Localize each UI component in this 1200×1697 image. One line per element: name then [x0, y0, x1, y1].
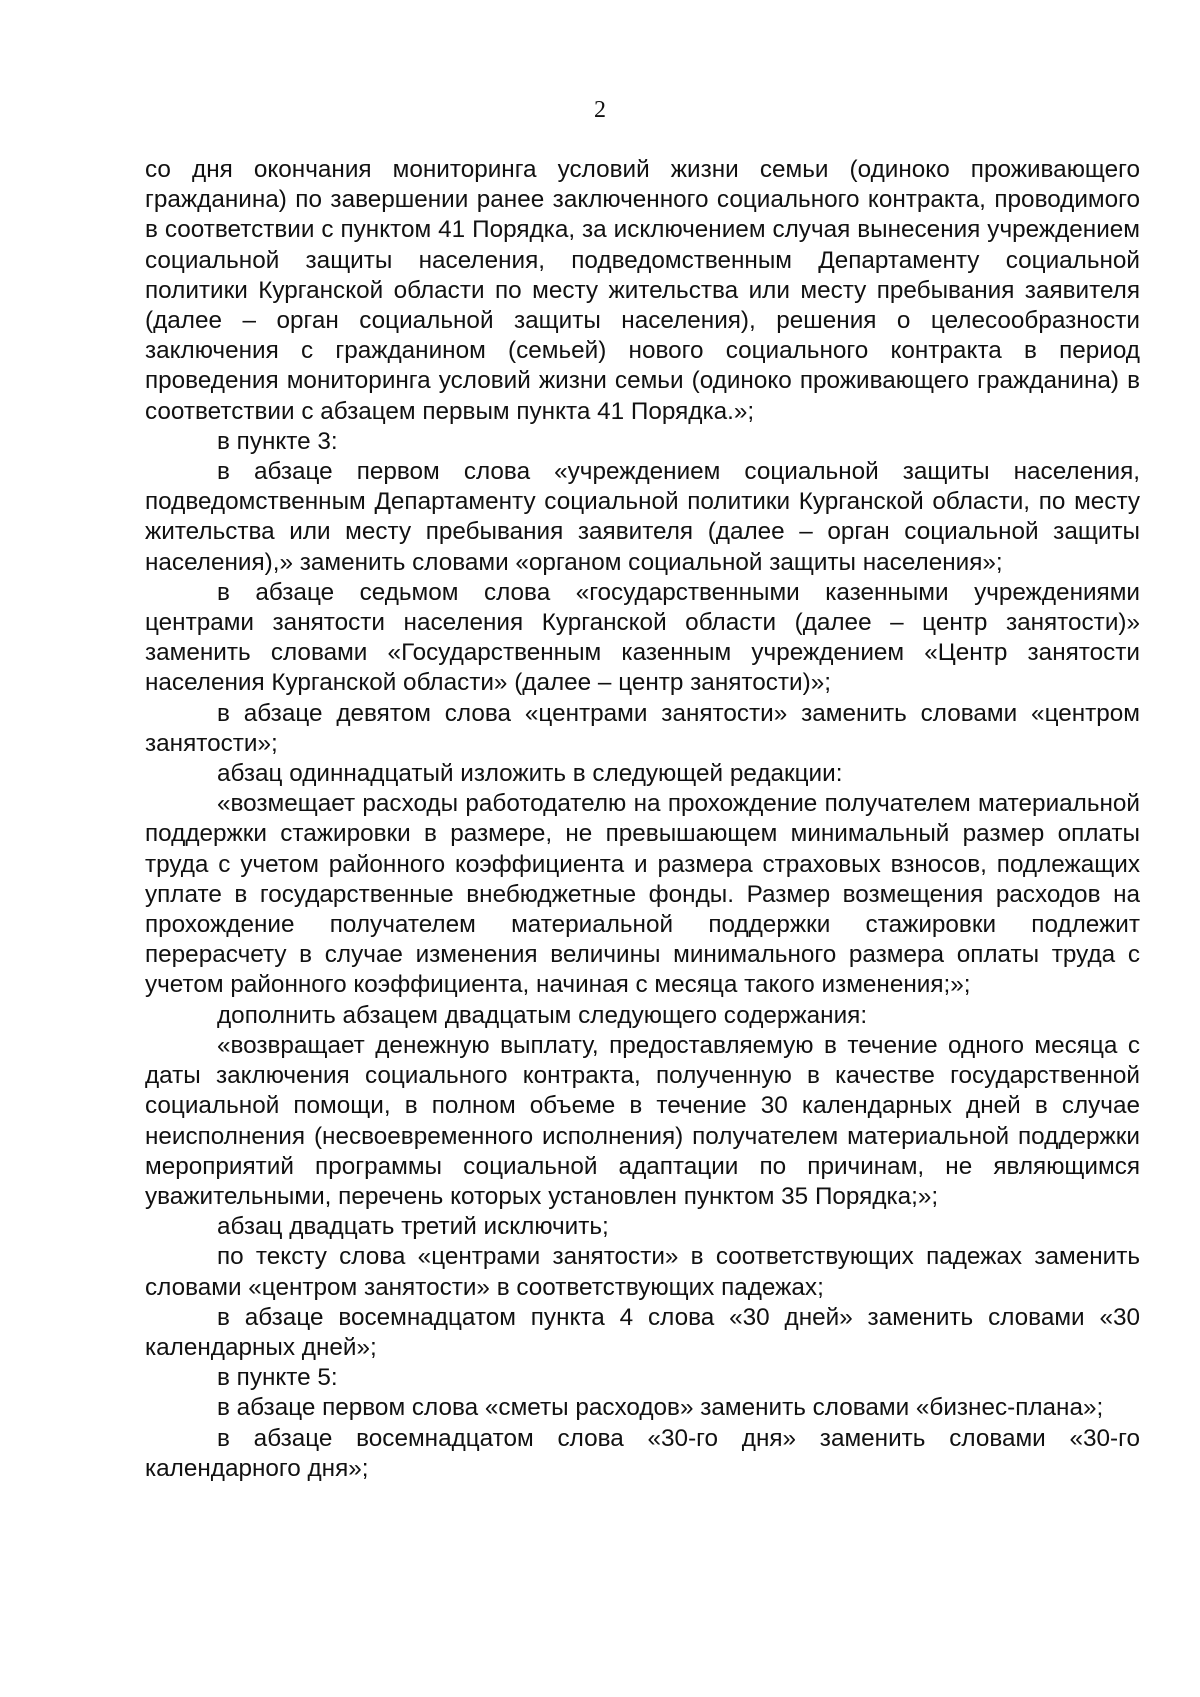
paragraph: «возмещает расходы работодателю на прохождение получателем материальной поддержки стажировки в размере, не превышающем минимальный размер оплаты труда с учетом районного коэффициента и размера страховых взносов, подлежащих уплате в государственные внебюджетные фонды. Размер возмещения расходов на прохождение получателем материальной поддержки стажировки подлежит перерасчету в случае изменения величины минимального размера оплаты труда с учетом районного коэффициента, начиная с месяца такого изменения;»; — [145, 790, 1140, 999]
paragraph: в абзаце девятом слова «центрами занятости» заменить словами «центром занятости»; — [145, 699, 1140, 757]
document-body — [145, 155, 1140, 1484]
paragraph: в абзаце седьмом слова «государственными казенными учреждениями центрами занятости населения Курганской области (далее – центр занятости)» заменить словами «Государственным казенным учреждением «Центр занятости населения Курганской области» (далее – центр занятости)»; — [145, 578, 1140, 697]
paragraph: дополнить абзацем двадцатым следующего содержания: — [217, 1001, 868, 1029]
paragraph: в пункте 3: — [217, 427, 338, 455]
paragraph: абзац двадцать третий исключить; — [217, 1213, 609, 1241]
paragraph-continuation: со дня окончания мониторинга условий жизни семьи (одиноко проживающего гражданина) по завершении ранее заключенного социального контракта, проводимого в соответствии с пунктом 41 Порядка, за исключением случая вынесения учреждением социальной защиты населения, подведомственным Департаменту социальной политики Курганской области по месту жительства или месту пребывания заявителя (далее – орган социальной защиты населения), решения о целесообразности заключения с гражданином (семьей) нового социального контракта в период проведения мониторинга условий жизни семьи (одиноко проживающего гражданина) в соответствии с абзацем первым пункта 41 Порядка.»; — [145, 156, 1140, 425]
paragraph: по тексту слова «центрами занятости» в соответствующих падежах заменить словами «центром занятости» в соответствующих падежах; — [145, 1243, 1140, 1301]
paragraph: в абзаце восемнадцатом пункта 4 слова «30 дней» заменить словами «30 календарных дней»; — [145, 1303, 1140, 1361]
paragraph: «возвращает денежную выплату, предоставляемую в течение одного месяца с даты заключения социального контракта, полученную в качестве государственной социальной помощи, в полном объеме в течение 30 календарных дней в случае неисполнения (несвоевременного исполнения) получателем материальной поддержки мероприятий программы социальной адаптации по причинам, не являющимся уважительными, перечень которых установлен пунктом 35 Порядка;»; — [145, 1031, 1140, 1210]
paragraph: в пункте 5: — [217, 1364, 338, 1392]
paragraph: в абзаце первом слова «учреждением социальной защиты населения, подведомственным Департаменту социальной политики Курганской области, по месту жительства или месту пребывания заявителя (далее – орган социальной защиты населения),» заменить словами «органом социальной защиты населения»; — [145, 458, 1140, 576]
paragraph: абзац одиннадцатый изложить в следующей редакции: — [217, 760, 843, 788]
page-number: 2 — [594, 97, 606, 123]
paragraph: в абзаце первом слова «сметы расходов» заменить словами «бизнес-плана»; — [217, 1394, 1104, 1422]
paragraph: в абзаце восемнадцатом слова «30-го дня» заменить словами «30-го календарного дня»; — [145, 1424, 1140, 1482]
